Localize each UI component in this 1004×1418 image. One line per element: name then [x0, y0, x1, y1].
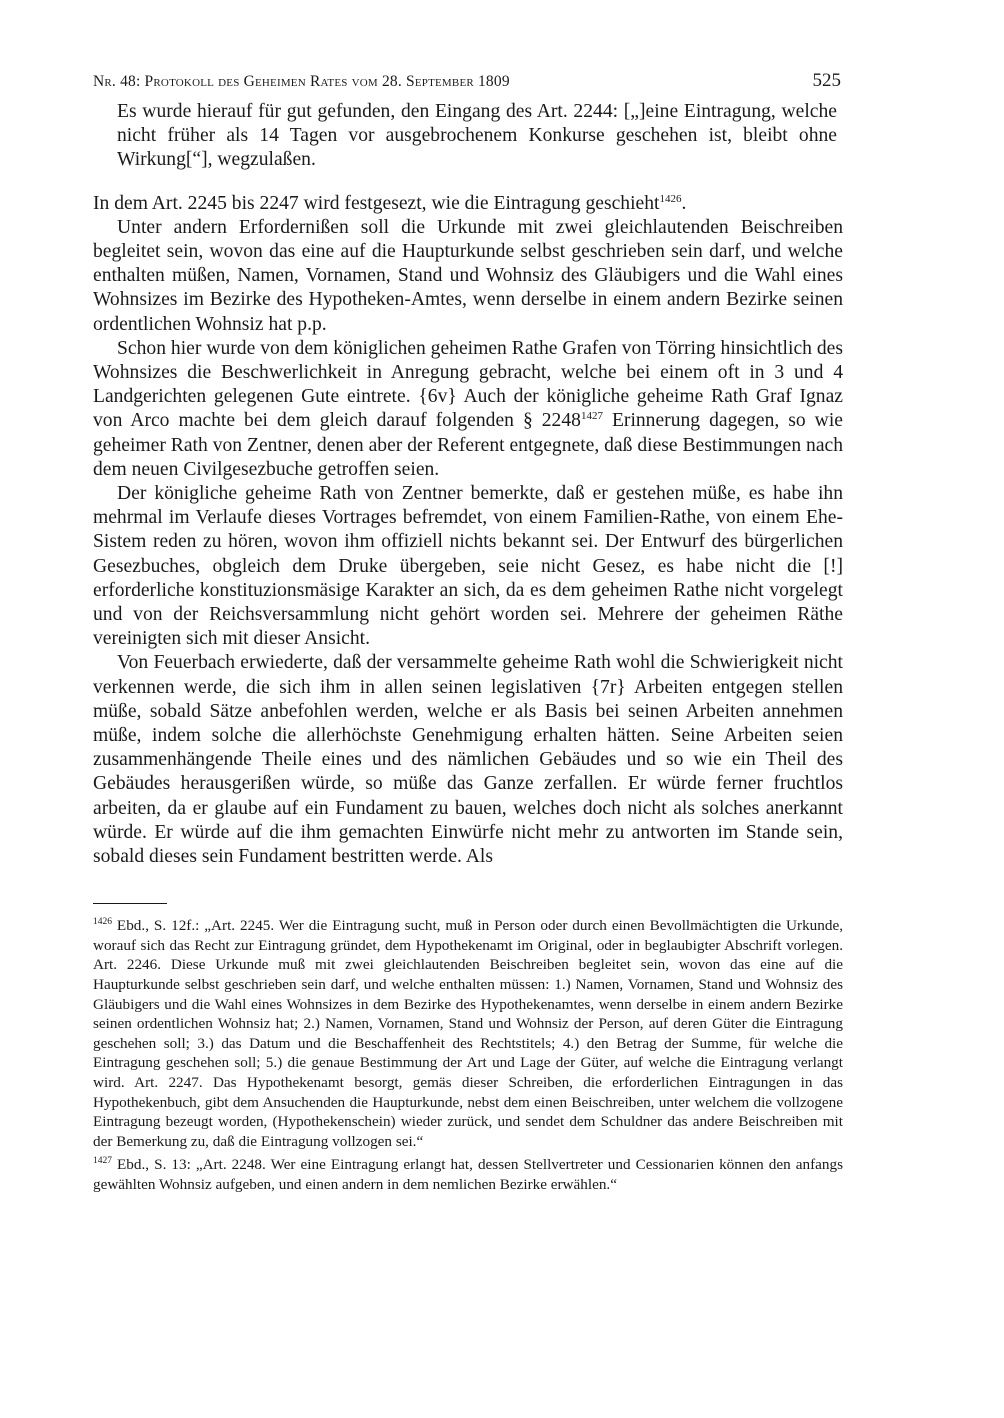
paragraph-1-end: .: [681, 192, 687, 214]
main-text: [93, 100, 843, 869]
footnotes: [93, 916, 843, 1194]
paragraph-2: Unter andern Erfordernißen soll die Urkunde mit zwei gleichlautenden Beischreiben begleitet sein, wovon das eine auf die Haupturkunde selbst geschrieben sein darf, und welche enthalten müßen, Namen, Vornamen, Stand und Wohnsiz des Gläubigers und die Wahl eines Wohnsizes im Bezirke des Hypotheken-Amtes, wenn derselbe in einem andern Bezirke seinen ordentlichen Wohnsiz hat p.p.: [93, 216, 843, 335]
footnote-ref-1426[interactable]: 1426: [659, 192, 682, 205]
footnote-number: 1427: [93, 1156, 112, 1167]
footnote-number: 1426: [93, 917, 112, 928]
footnote-ref-1427[interactable]: 1427: [580, 410, 603, 423]
running-title: Nr. 48: Protokoll des Geheimen Rates vom 28. September 1809: [93, 73, 510, 90]
footnote-divider: [93, 903, 167, 904]
footnote-1426: [93, 916, 843, 1151]
paragraph-4: Der königliche geheime Rath von Zentner bemerkte, daß er gestehen müße, es habe ihn mehrmal im Verlaufe dieses Vortrages befremdet, von einem Familien-Rathe, von einem Ehe-Sistem reden zu hören, wovon ihm offiziell nichts bekannt sei. Der Entwurf des bürgerlichen Gesezbuches, obgleich dem Druke übergeben, seie nicht Gesez, es habe nicht die [!] erforderliche konstituzionsmäsige Karakter an sich, da es dem geheimen Rathe nicht vorgelegt und von der Reichsversammlung nicht gehört worden sei. Mehrere der geheimen Räthe vereinigten sich mit dieser Ansicht.: [93, 483, 843, 650]
paragraph-3-text-a: Schon hier wurde von dem königlichen geheimen Rathe Grafen von Törring hinsichtlich des Wohnsizes die Beschwerlichkeit in Anregung gebracht, welche bei einem oft in 3 und 4 Landgerichten gelegenen Gute eintrete. {6v} Auch der königliche geheime Rath Graf Ignaz von Arco machte bei dem gleich darauf folgenden § 2248: [93, 337, 843, 432]
footnote-text: Ebd., S. 12f.: „Art. 2245. Wer die Eintragung sucht, muß in Person oder durch einen Bevollmächtigten die Urkunde, worauf sich das Recht zur Eintragung gründet, dem Hypothekenamt im Original, oder in beglaubigter Abschrift vorlegen. Art. 2246. Diese Urkunde muß mit zwei gleichlautenden Beischreiben begleitet sein, wovon das eine auf die Haupturkunde selbst geschrieben sein darf, und welche enthalten müssen: 1.) Namen, Vornamen, Stand und Wohnsiz des Gläubigers und die Wahl eines Wohnsizes in dem Bezirke des Hypothekenamtes, wenn derselbe in einem andern Bezirke seinen ordentlichen Wohnsiz hat; 2.) Namen, Vornamen, Stand und Wohnsiz der Person, auf deren Güter die Eintragung geschehen soll; 3.) das Datum und die Beschaffenheit des Rechtstitels; 4.) den Betrag der Summe, für welche die Eintragung geschehen soll; 5.) die genaue Bestimmung der Art und Lage der Güter, auf welche die Eintragung verlangt wird. Art. 2247. Das Hypothekenamt besorgt, gemäs dieser Schreiben, die erforderlichen Eintragungen in das Hypothekenbuch, gibt dem Ansuchenden die Haupturkunde, nebst dem einen Beischreiben, unter welchem die vollzogene Eintragung bezeugt worden, (Hypothekenschein) wieder zurück, und sendet dem Schuldner das andere Beischreiben mit der Bemerkung zu, daß die Eintragung vollzogen sei.“: [93, 917, 843, 1150]
footnote-text: Ebd., S. 13: „Art. 2248. Wer eine Eintragung erlangt hat, dessen Stellvertreter und Cessionarien können den anfangs gewählten Wohnsiz aufgeben, und einen andern in dem nemlichen Bezirke erwählen.“: [93, 1156, 843, 1194]
block-quote-paragraph: Es wurde hierauf für gut gefunden, den Eingang des Art. 2244: [„]eine Eintragung, welche nicht früher als 14 Tagen vor ausgebrochenem Konkurse geschehen ist, bleibt ohne Wirkung[“], wegzulaßen.: [117, 101, 837, 171]
page-number: 525: [812, 70, 841, 91]
paragraph-3-text-b: Erinnerung dagegen, so wie geheimer Rath von Zentner, denen aber der Referent entgegnete, daß diese Bestimmungen nach dem neuen Civilgesezbuche getroffen seien.: [93, 410, 844, 480]
paragraph-5: Von Feuerbach erwiederte, daß der versammelte geheime Rath wohl die Schwierigkeit nicht verkennen werde, die sich ihm in allen seinen legislativen {7r} Arbeiten entgegen stellen müße, sobald Sätze anbefohlen werden, welche er als Basis bei seinen Arbeiten annehmen müße, indem solche die allerhöchste Genehmigung erhalten hätten. Seine Arbeiten seien zusammenhängende Theile eines und des nämlichen Gebäudes und so wie ein Theil des Gebäudes herausgerißen würde, so müße das Ganze zerfallen. Er würde ferner fruchtlos arbeiten, da er glaube auf ein Fundament zu bauen, welches doch nicht als solches anerkannt würde. Er würde auf die ihm gemachten Einwürfe nicht mehr zu antworten im Stande sein, sobald dieses sein Fundament bestritten werde. Als: [93, 652, 843, 868]
running-header: [93, 70, 843, 100]
footnote-1427: [93, 1155, 843, 1194]
paragraph-1-text: In dem Art. 2245 bis 2247 wird festgesezt, wie die Eintragung geschieht: [93, 192, 660, 214]
document-page: [93, 70, 843, 1199]
paragraph-3: [93, 337, 843, 482]
paragraph-1: [93, 192, 843, 216]
